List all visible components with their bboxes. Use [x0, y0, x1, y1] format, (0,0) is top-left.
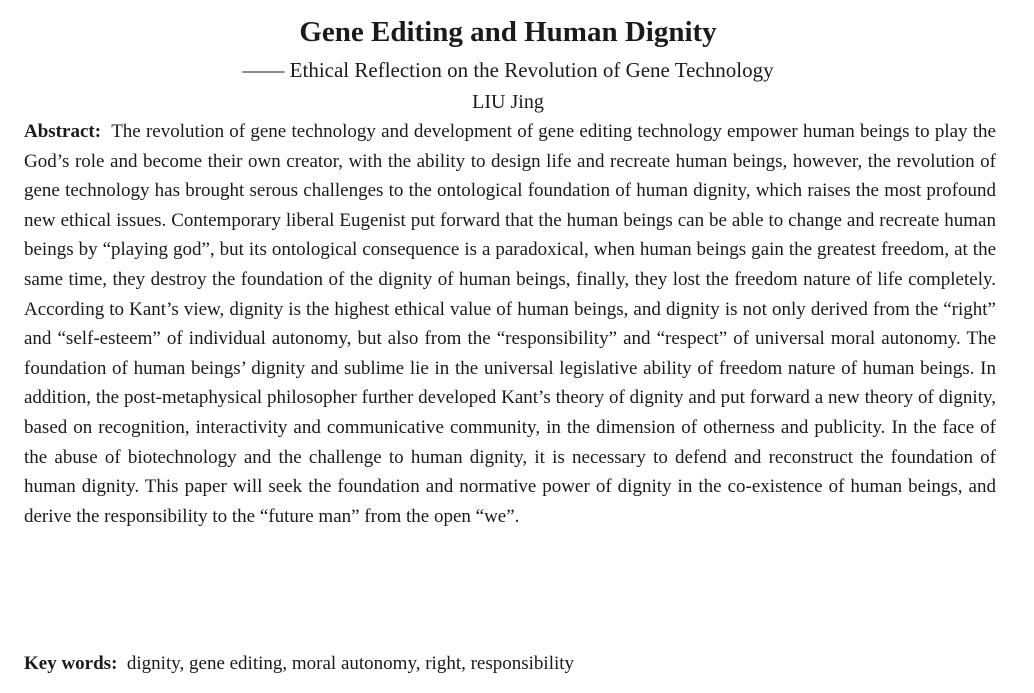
paper-author: LIU Jing	[472, 91, 544, 113]
abstract-label: Abstract:	[24, 121, 102, 142]
abstract-text: The revolution of gene technology and development of gene editing technology empower human beings to play the God’s role and become their own creator, with the ability to design life and recreate human beings, however, the revolution of gene technology has brought serous challenges to the ontological foundation of human dignity, which raises the most profound new ethical issues. Contemporary liberal Eugenist put forward that the human beings can be able to change and recreate human beings by “playing god”, but its ontological consequence is a paradoxical, when human beings gain the greatest freedom, at the same time, they destroy the foundation of the dignity of human beings, finally, they lost the freedom nature of life completely. According to Kant’s view, dignity is the highest ethical value of human beings, and dignity is not only derived from the “right” and “self-esteem” of individual autonomy, but also from the “responsibility” and “respect” of universal moral autonomy. The foundation of human beings’ dignity and sublime lie in the universal legislative ability of freedom nature of human beings. In addition, the post-metaphysical philosopher further developed Kant’s theory of dignity and put forward a new theory of dignity, based on recognition, interactivity and communicative community, in the dimension of otherness and publicity. In the face of the abuse of biotechnology and the challenge to human dignity, it is necessary to defend and reconstruct the foundation of human dignity. This paper will seek the foundation and normative power of dignity in the co-existence of human beings, and derive the responsibility to the “future man” from the open “we”.	[24, 121, 996, 527]
paper-title: Gene Editing and Human Dignity	[299, 16, 717, 48]
paper-subtitle: —— Ethical Reflection on the Revolution of Gene Technology	[242, 58, 774, 82]
keywords-text: dignity, gene editing, moral autonomy, right, responsibility	[126, 653, 575, 674]
abstract-paragraph	[24, 117, 996, 531]
keywords-line	[24, 650, 996, 678]
keywords-label: Key words:	[24, 653, 118, 674]
